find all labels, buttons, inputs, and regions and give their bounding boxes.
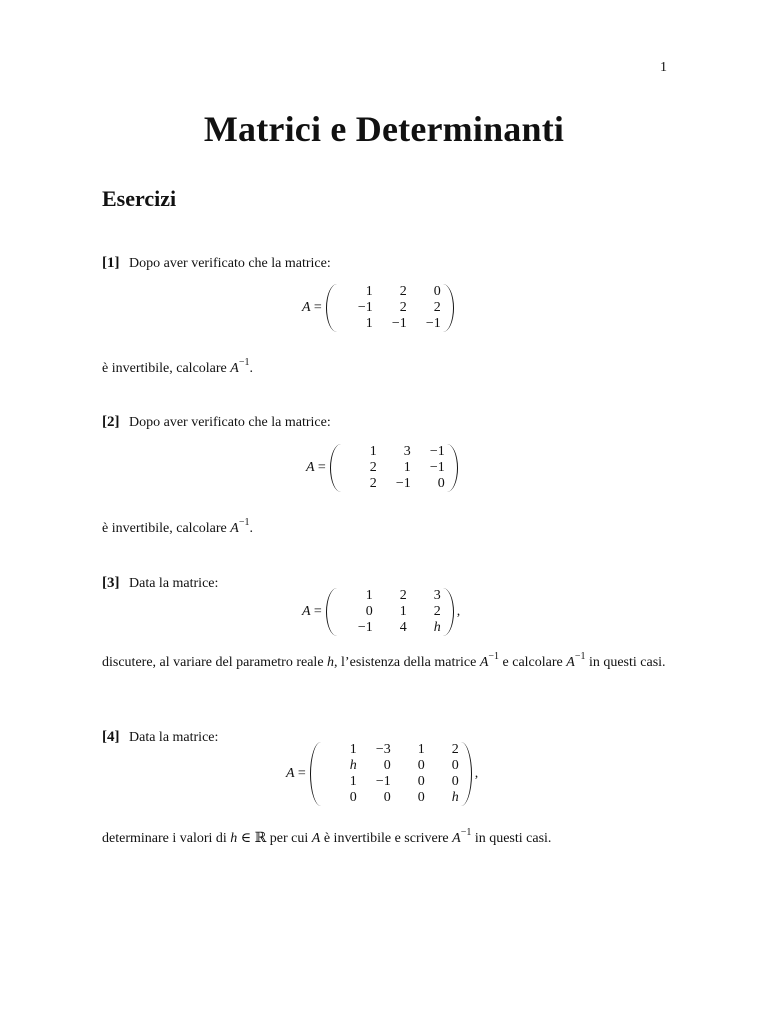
matrix <box>326 284 454 332</box>
left-parenthesis <box>326 588 337 636</box>
right-parenthesis <box>461 742 472 806</box>
matrix-cell: −1 <box>429 460 445 475</box>
matrix-cell: −3 <box>375 742 391 757</box>
exercise-outro: è invertibile, calcolare $A^{-1}$. <box>102 517 253 536</box>
matrix <box>330 444 458 492</box>
right-parenthesis <box>443 284 454 332</box>
matrix-cell: 1 <box>365 284 373 299</box>
matrix-cell: 0 <box>383 790 391 805</box>
matrix-grid <box>337 284 443 332</box>
matrix-equation <box>286 742 478 806</box>
matrix-cell: −1 <box>391 316 407 331</box>
matrix-equation <box>306 444 458 492</box>
matrix-cell: 1 <box>399 604 407 619</box>
matrix-label: A = <box>306 460 326 475</box>
matrix-cell: 0 <box>383 758 391 773</box>
matrix-cell: 0 <box>417 774 425 789</box>
left-parenthesis <box>326 284 337 332</box>
matrix-cell: 2 <box>433 300 441 315</box>
exercise-number: [4] <box>102 729 120 745</box>
document-title: Matrici e Determinanti <box>203 109 565 149</box>
matrix-cell: 2 <box>369 476 377 491</box>
matrix-cell: 2 <box>399 300 407 315</box>
matrix-cell: 0 <box>417 758 425 773</box>
right-parenthesis <box>443 588 454 636</box>
matrix-trailing-comma: , <box>474 766 479 781</box>
matrix-cell: 1 <box>403 460 411 475</box>
left-parenthesis <box>310 742 321 806</box>
matrix-cell: 0 <box>433 284 441 299</box>
matrix-grid <box>341 444 447 492</box>
matrix-cell: −1 <box>429 444 445 459</box>
matrix-cell: 2 <box>433 604 441 619</box>
matrix-cell: 2 <box>399 284 407 299</box>
matrix-cell: 4 <box>399 620 407 635</box>
matrix-cell: −1 <box>357 300 373 315</box>
exercise-intro: Dopo aver verificato che la matrice: <box>129 256 331 271</box>
matrix-cell: 3 <box>433 588 441 603</box>
matrix-cell: −1 <box>425 316 441 331</box>
matrix-cell: 2 <box>451 742 459 757</box>
page-number: 1 <box>660 60 667 75</box>
matrix-cell: 1 <box>417 742 425 757</box>
matrix-label: A = <box>286 766 306 781</box>
matrix-cell: 1 <box>365 316 373 331</box>
matrix-equation <box>302 588 460 636</box>
exercise-intro: Dopo aver verificato che la matrice: <box>129 415 331 430</box>
matrix-cell: h <box>451 790 459 805</box>
matrix <box>310 742 479 806</box>
exercise-number: [3] <box>102 575 120 591</box>
matrix-grid <box>337 588 443 636</box>
matrix-trailing-comma: , <box>456 604 461 619</box>
matrix-label: A = <box>302 604 322 619</box>
exercise-number: [2] <box>102 414 120 430</box>
section-heading: Esercizi <box>102 186 177 211</box>
matrix-cell: 0 <box>417 790 425 805</box>
right-parenthesis <box>447 444 458 492</box>
matrix-cell: 1 <box>349 742 357 757</box>
matrix <box>326 588 461 636</box>
exercise-outro: è invertibile, calcolare $A^{-1}$. <box>102 357 253 376</box>
exercise-number: [1] <box>102 255 120 271</box>
matrix-cell: 1 <box>365 588 373 603</box>
matrix-cell: −1 <box>375 774 391 789</box>
matrix-cell: 0 <box>451 758 459 773</box>
matrix-cell: −1 <box>357 620 373 635</box>
matrix-cell: h <box>349 758 357 773</box>
matrix-cell: 0 <box>365 604 373 619</box>
matrix-cell: −1 <box>395 476 411 491</box>
exercise-outro: discutere, al variare del parametro reale h, l’esistenza della matrice $A^{-1}$ e calcolare $A^{-1}$ in questi casi. <box>102 651 666 670</box>
matrix-cell: h <box>433 620 441 635</box>
matrix-cell: 2 <box>399 588 407 603</box>
matrix-cell: 0 <box>349 790 357 805</box>
matrix-label: A = <box>302 300 322 315</box>
exercise-intro: Data la matrice: <box>129 730 219 745</box>
matrix-cell: 3 <box>403 444 411 459</box>
matrix-cell: 1 <box>349 774 357 789</box>
exercise-intro: Data la matrice: <box>129 576 219 591</box>
matrix-cell: 1 <box>369 444 377 459</box>
matrix-cell: 0 <box>451 774 459 789</box>
left-parenthesis <box>330 444 341 492</box>
matrix-cell: 2 <box>369 460 377 475</box>
exercise-outro: determinare i valori di h ∈ ℝ per cui A è invertibile e scrivere $A^{-1}$ in questi casi. <box>102 827 552 846</box>
matrix-grid <box>321 742 461 806</box>
matrix-equation <box>302 284 454 332</box>
matrix-cell: 0 <box>437 476 445 491</box>
